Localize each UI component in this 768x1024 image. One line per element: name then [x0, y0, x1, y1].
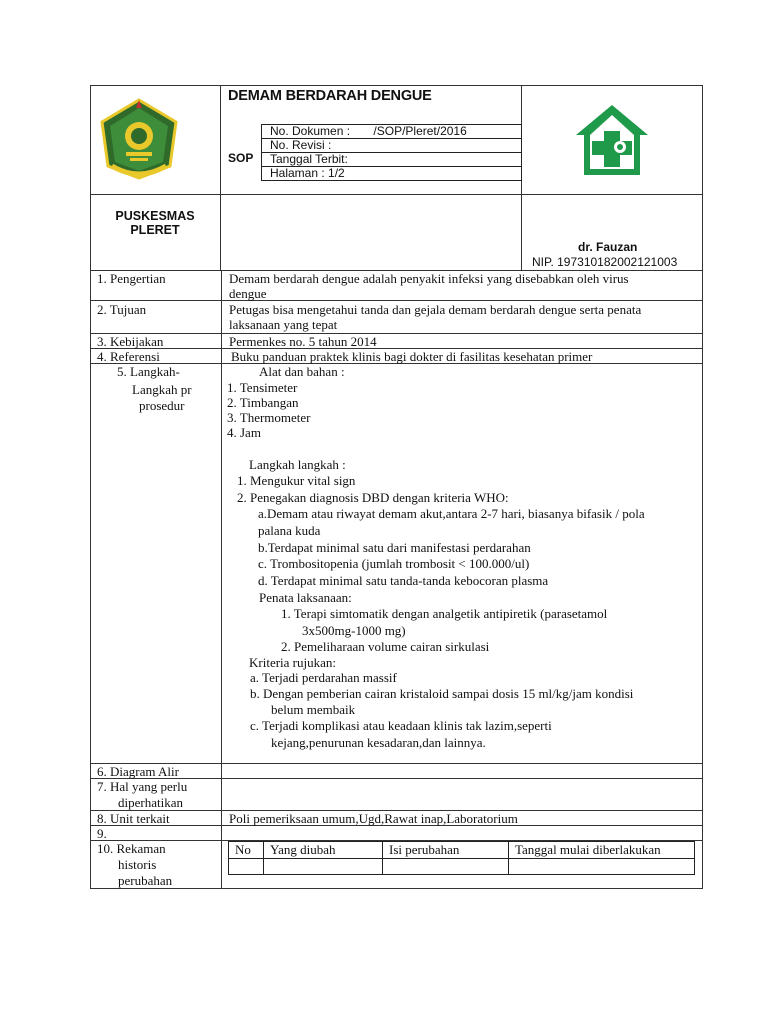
table-cell	[264, 859, 383, 875]
criteria-d: d. Terdapat minimal satu tanda-tanda kebocoran plasma	[258, 573, 549, 588]
criteria-c: c. Trombositopenia (jumlah trombosit < 100.000/ul)	[258, 556, 530, 571]
alat-item: 1. Tensimeter	[227, 380, 298, 395]
issue-date-row: Tanggal Terbit:	[262, 153, 521, 167]
document-info-box	[261, 124, 522, 181]
alat-item: 3. Thermometer	[227, 410, 311, 425]
pengertian-line-2: dengue	[229, 286, 267, 301]
org-name: PUSKESMAS PLERET	[115, 209, 195, 237]
criteria-b: b.Terdapat minimal satu dari manifestasi perdarahan	[258, 540, 531, 555]
label-kebijakan: 3. Kebijakan	[97, 334, 164, 349]
unit-terkait-text: Poli pemeriksaan umum,Ugd,Rawat inap,Laboratorium	[229, 811, 518, 826]
rujukan-b-line-1: b. Dengan pemberian cairan kristaloid sampai dosis 15 ml/kg/jam kondisi	[250, 686, 634, 701]
col-header-yang-diubah: Yang diubah	[264, 842, 383, 859]
border-left	[90, 85, 91, 888]
change-history-table	[228, 841, 695, 875]
penata-1-line-2: 3x500mg-1000 mg)	[302, 623, 406, 638]
rujukan-a: a. Terjadi perdarahan massif	[250, 670, 397, 685]
border-right	[702, 85, 703, 888]
penata-1-line-1: 1. Terapi simtomatik dengan analgetik antipiretik (parasetamol	[281, 606, 608, 621]
label-rekaman-1: 10. Rekaman	[97, 841, 166, 856]
label-hal-1: 7. Hal yang perlu	[97, 779, 188, 794]
tujuan-line-2: laksanaan yang tepat	[229, 317, 338, 332]
puskesmas-logo	[572, 103, 652, 179]
kebijakan-text: Permenkes no. 5 tahun 2014	[229, 334, 377, 349]
penata-heading: Penata laksanaan:	[259, 590, 352, 605]
revision-row: No. Revisi :	[262, 139, 521, 153]
col-header-no: No	[229, 842, 264, 859]
rujukan-b-line-2: belum membaik	[271, 702, 356, 717]
penata-2: 2. Pemeliharaan volume cairan sirkulasi	[281, 639, 490, 654]
table-row	[229, 859, 695, 875]
rujukan-c-line-2: kejang,penurunan kesadaran,dan lainnya.	[271, 735, 486, 750]
label-tujuan: 2. Tujuan	[97, 302, 147, 317]
label-langkah-3: prosedur	[139, 398, 185, 413]
step-2: 2. Penegakan diagnosis DBD dengan kriteria WHO:	[237, 490, 509, 505]
table-cell	[509, 859, 695, 875]
label-rekaman-3: perubahan	[118, 873, 173, 888]
col-header-tanggal: Tanggal mulai diberlakukan	[509, 842, 695, 859]
label-pengertian: 1. Pengertian	[97, 271, 166, 286]
alat-item: 2. Timbangan	[227, 395, 299, 410]
row-line	[90, 333, 703, 334]
kriteria-heading: Kriteria rujukan:	[249, 655, 336, 670]
criteria-a-line-1: a.Demam atau riwayat demam akut,antara 2-7 hari, biasanya bifasik / pola	[258, 506, 645, 521]
signer-name: dr. Fauzan	[578, 240, 638, 254]
step-1: 1. Mengukur vital sign	[237, 473, 356, 488]
label-hal-2: diperhatikan	[118, 795, 183, 810]
label-unit-terkait: 8. Unit terkait	[97, 811, 170, 826]
table-cell	[229, 859, 264, 875]
label-langkah-2: Langkah pr	[132, 382, 192, 397]
regency-seal-logo	[96, 96, 182, 182]
label-diagram-alir: 6. Diagram Alir	[97, 764, 179, 779]
tujuan-line-1: Petugas bisa mengetahui tanda dan gejala demam berdarah dengue serta penata	[229, 302, 642, 317]
label-rekaman-2: historis	[118, 857, 157, 872]
row-line	[90, 300, 703, 301]
table-cell	[383, 859, 509, 875]
alat-heading: Alat dan bahan :	[259, 364, 345, 379]
label-referensi: 4. Referensi	[97, 349, 160, 364]
page-row: Halaman : 1/2	[270, 166, 345, 180]
alat-item: 4. Jam	[227, 425, 261, 440]
rujukan-c-line-1: c. Terjadi komplikasi atau keadaan klinis tak lazim,seperti	[250, 718, 552, 733]
border-top	[90, 85, 703, 86]
col-header-isi-perubahan: Isi perubahan	[383, 842, 509, 859]
langkah-heading: Langkah langkah :	[249, 457, 346, 472]
header-mid-line	[90, 194, 703, 195]
header-divider-1	[220, 85, 221, 270]
signer-nip: NIP. 197310182002121003	[532, 255, 678, 269]
table-row	[229, 842, 695, 859]
criteria-a-line-2: palana kuda	[258, 523, 321, 538]
label-langkah-1: 5. Langkah-	[117, 364, 180, 379]
pengertian-line-1: Demam berdarah dengue adalah penyakit infeksi yang disebabkan oleh virus	[229, 271, 629, 286]
border-bottom	[90, 888, 703, 889]
label-nine: 9.	[97, 826, 107, 841]
document-title: DEMAM BERDARAH DENGUE	[228, 88, 432, 104]
row-line	[90, 763, 703, 764]
referensi-text: Buku panduan praktek klinis bagi dokter di fasilitas kesehatan primer	[231, 349, 593, 364]
doc-number-row: No. Dokumen : /SOP/Pleret/2016	[262, 125, 521, 139]
sop-label: SOP	[228, 151, 254, 165]
